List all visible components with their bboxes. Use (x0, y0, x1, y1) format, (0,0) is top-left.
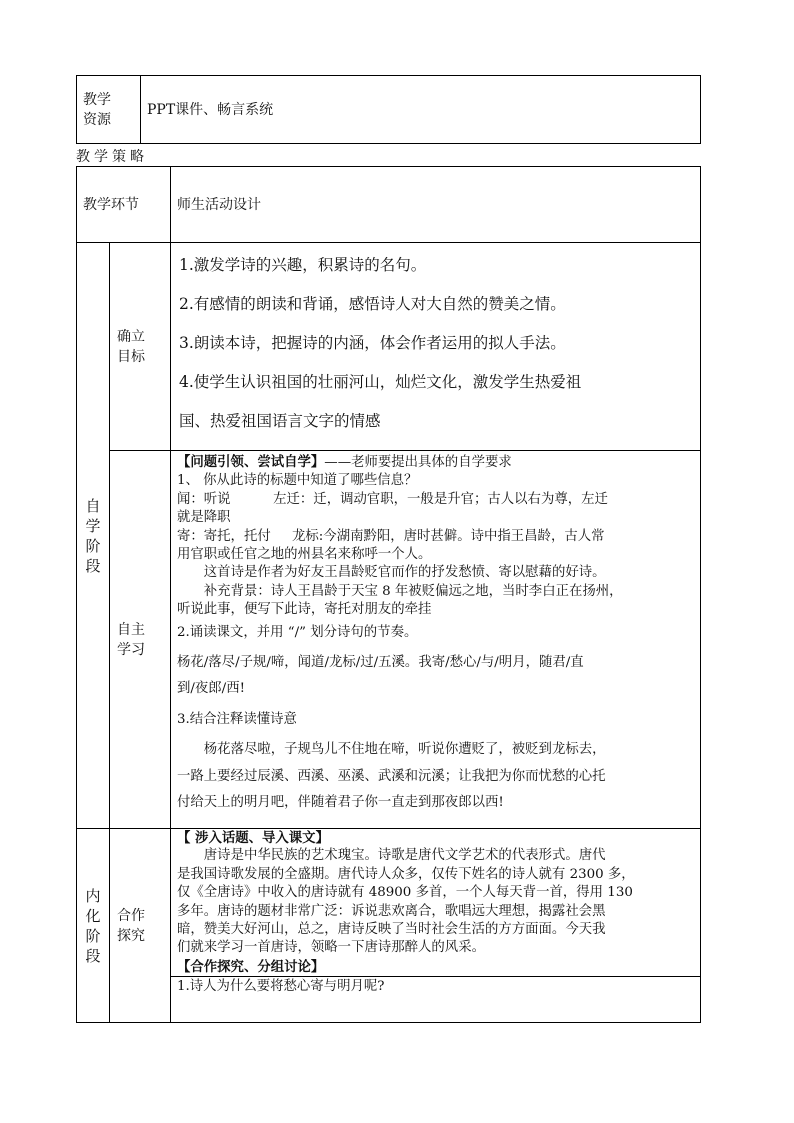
stage-char: 学 (85, 516, 101, 535)
cooperative-content-cell (171, 829, 701, 1023)
header-col1: 教学环节 (83, 196, 139, 213)
q3-answer-line: 付给天上的明月吧，伴随着君子你一直走到那夜郎以西! (177, 795, 504, 811)
goal-item: 1.激发学诗的兴趣，积累诗的名句。 (179, 256, 427, 274)
intro-line: 们就来学习一首唐诗，领略一下唐诗那醉人的风采。 (177, 940, 485, 956)
strategy-heading: 教学策略 (76, 149, 148, 165)
resources-label-cell (77, 76, 141, 144)
q3-answer-line: 杨花落尽啦，子规鸟儿不住地在啼，听说你遭贬了，被贬到龙标去， (203, 742, 606, 758)
q1-answer-line: 用官职或任官之地的州县名来称呼一个人。 (177, 547, 432, 563)
q1-answer-line: 寄：寄托，托付 龙标:今湖南黔阳，唐时甚僻。诗中指王昌龄，古人常 (177, 528, 605, 544)
cooperative-question-1: 1.诗人为什么要将愁心寄与明月呢? (171, 976, 700, 996)
resources-value-cell (141, 76, 701, 144)
resources-label-line2: 资源 (83, 111, 111, 128)
header-col2-cell (171, 167, 701, 243)
strategy-table (76, 166, 701, 1023)
question-1: 1、 你从此诗的标题中知道了哪些信息？ (177, 473, 418, 489)
q1-answer-line: 就是降职 (177, 510, 231, 526)
stage-char: 阶 (85, 536, 101, 555)
cooperative-label-line1: 合作 (117, 907, 145, 924)
cooperative-label-cell (110, 829, 171, 1023)
resources-value: PPT课件、畅言系统 (147, 101, 274, 118)
autonomous-heading-bold: 【问题引领、尝试自学】 (177, 454, 325, 470)
header-col2: 师生活动设计 (177, 196, 261, 213)
q1-answer-line: 补充背景：诗人王昌龄于天宝 8 年被贬偏远之地，当时李白正在扬州， (203, 583, 623, 599)
goal-item: 国、热爱祖国语言文字的情感 (179, 412, 381, 430)
autonomous-label-line2: 学习 (117, 641, 145, 658)
resources-table (76, 75, 701, 144)
stage-char: 内 (85, 886, 101, 905)
autonomous-heading-rest: ——老师要提出具体的自学要求 (324, 455, 512, 470)
autonomous-label-cell (110, 451, 171, 829)
header-col1-cell (77, 167, 171, 243)
intro-line: 是我国诗歌发展的全盛期。唐代诗人众多，仅传下姓名的诗人就有 2300 多， (177, 866, 635, 882)
goals-content-cell (171, 243, 701, 451)
stage-char: 段 (85, 556, 101, 575)
goal-item: 3.朗读本诗，把握诗的内涵，体会作者运用的拟人手法。 (179, 334, 566, 352)
stage-char: 阶 (85, 926, 101, 945)
question-3: 3.结合注释读懂诗意 (177, 711, 297, 727)
stage-self-study-label (77, 496, 109, 576)
autonomous-content-cell (171, 451, 701, 829)
stage-char: 段 (85, 946, 101, 965)
cooperative-label-line2: 探究 (117, 927, 145, 944)
stage-internalize-cell (77, 829, 110, 1023)
question-2: 2.诵读课文，并用 “/” 划分诗句的节奏。 (177, 624, 418, 640)
intro-line: 暗，赞美大好河山，总之，唐诗反映了当时社会生活的方方面面。今天我 (177, 922, 606, 938)
q1-answer-line: 听说此事，便写下此诗，寄托对朋友的牵挂 (177, 602, 432, 618)
stage-char: 自 (85, 496, 101, 515)
q3-answer-line: 一路上要经过辰溪、西溪、巫溪、武溪和沅溪；让我把为你而忧愁的心托 (177, 768, 606, 784)
q1-answer-line: 闻：听说 左迁：迁，调动官职，一般是升官；古人以右为尊，左迁 (177, 491, 608, 507)
goals-label-line2: 目标 (117, 348, 145, 365)
q1-answer-line: 这首诗是作者为好友王昌龄贬官而作的抒发愁愤、寄以慰藉的好诗。 (203, 565, 606, 581)
goals-label-cell (110, 243, 171, 451)
intro-line: 唐诗是中华民族的艺术瑰宝。诗歌是唐代文学艺术的代表形式。唐代 (203, 848, 606, 864)
intro-line: 多年。唐诗的题材非常广泛：诉说悲欢离合，歌唱远大理想，揭露社会黑 (177, 903, 606, 919)
cooperative-heading-2: 【合作探究、分组讨论】 (177, 958, 325, 975)
goals-label-line1: 确立 (117, 328, 145, 345)
cooperative-heading-1: 【 涉入话题、导入课文】 (177, 830, 329, 846)
stage-char: 化 (85, 906, 101, 925)
stage-internalize-label (77, 886, 109, 966)
goal-item: 4.使学生认识祖国的壮丽河山，灿烂文化，激发学生热爱祖 (179, 373, 582, 391)
autonomous-label-line1: 自主 (117, 621, 145, 638)
stage-self-study-cell (77, 243, 110, 829)
q2-answer-line: 到/夜郎/西! (177, 681, 245, 697)
q2-answer-line: 杨花/落尽/子规/啼，闻道/龙标/过/五溪。我寄/愁心/与/明月，随君/直 (177, 655, 584, 671)
goal-item: 2.有感情的朗读和背诵，感悟诗人对大自然的赞美之情。 (179, 295, 566, 313)
intro-line: 仅《全唐诗》中收入的唐诗就有 48900 多首，一个人每天背一首，得用 130 (177, 885, 633, 901)
resources-label-line1: 教学 (83, 91, 111, 108)
